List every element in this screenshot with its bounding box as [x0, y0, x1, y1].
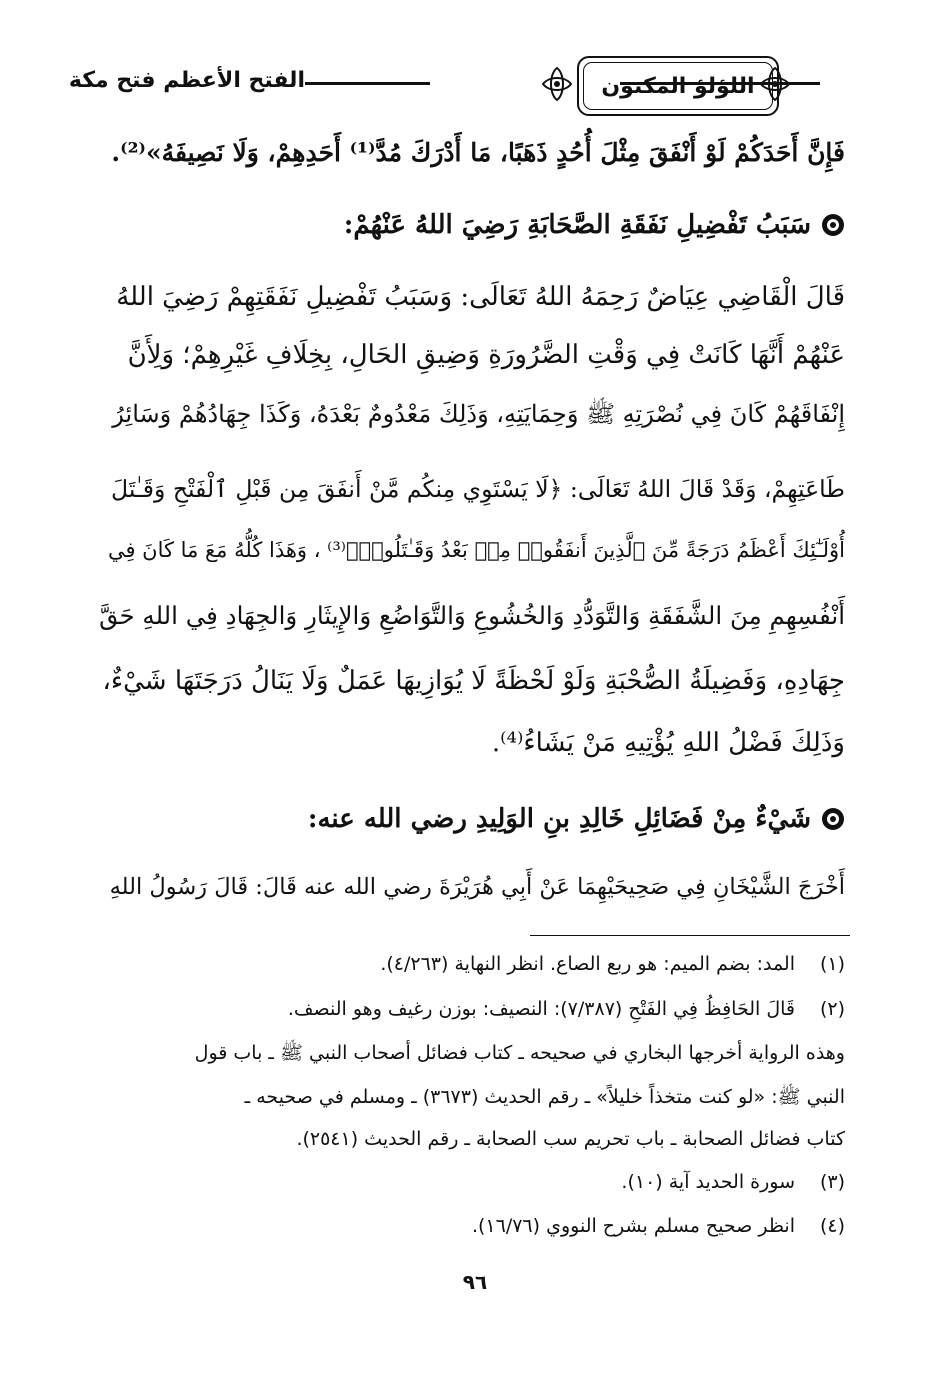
page-number: ٩٦ — [462, 1270, 488, 1294]
paragraph-line: جِهَادِهِ، وَفَضِيلَةُ الصُّحْبَةِ وَلَوْ لَحْظَةً لَا يُوَازِيهَا عَمَلٌ وَلَا يَنَالُ دَرَجَتَهَا شَيْءٌ، — [102, 666, 845, 696]
footnote — [100, 1217, 845, 1236]
paragraph-line: أَنْفُسِهِمِ مِنَ الشَّفَقَةِ وَالتَّوَدُّدِ وَالخُشُوعِ وَالتَّوَاضُعِ وَالإِيثَارِ وَالجِهَادِ فِي اللهِ حَقَّ — [99, 601, 845, 630]
footnote-text: سورة الحديد آية (١٠). — [621, 1171, 795, 1193]
section-heading-text: سَبَبُ تَفْضِيلِ نَفَقَةِ الصَّحَابَةِ رَضِيَ اللهُ عَنْهُمْ: — [343, 210, 811, 240]
section-heading — [100, 806, 845, 832]
footnote — [100, 1000, 845, 1019]
flourish-ornament-icon — [537, 64, 577, 104]
chapter-title: الفتح الأعظم فتح مكة — [68, 68, 305, 93]
footnote — [100, 955, 845, 974]
footnote-text: المد: بضم الميم: هو ربع الصاع. انظر النهاية (٤/٢٦٣). — [380, 953, 795, 975]
paragraph-line: أُوْلَـٰٓئِكَ أَعْظَمُ دَرَجَةً مِّنَ ٱلَّذِينَ أَنفَقُوا۟ مِنۢ بَعْدُ وَقَـٰتَلُوا۟﴾⁽³⁾ ، وَهَذَا كُلُّهُ مَعَ مَا كَانَ فِي — [107, 538, 845, 562]
flower-bullet-icon — [821, 213, 845, 237]
hadith-line: فَإِنَّ أَحَدَكُمْ لَوْ أَنْفَقَ مِثْلَ أُحُدٍ ذَهَبًا، مَا أَدْرَكَ مُدَّ⁽¹⁾ أَحَدِهِمْ، وَلَا نَصِيفَهُ»⁽²⁾. — [111, 138, 845, 167]
paragraph-line: قَالَ الْقَاضِي عِيَاضٌ رَحِمَهُ اللهُ تَعَالَى: وَسَبَبُ تَفْضِيلِ نَفَقَتِهِمْ رَضِيَ اللهُ — [116, 282, 845, 312]
footnote-text: قَالَ الحَافِظُ فِي الفَتْحِ (٧/٣٨٧): النصيف: بوزن رغيف وهو النصف. — [287, 998, 795, 1020]
book-title: اللؤلؤ المكنون — [601, 73, 755, 99]
header-rule-left — [305, 82, 430, 85]
paragraph-line: أَخْرَجَ الشَّيْخَانِ فِي صَحِيحَيْهِمَا عَنْ أَبِي هُرَيْرَةَ رضي الله عنه قَالَ: قَالَ رَسُولُ اللهِ — [109, 874, 845, 900]
footnote-continuation: كتاب فضائل الصحابة ـ باب تحريم سب الصحابة ـ رقم الحديث (٢٥٤١). — [296, 1128, 845, 1150]
footnote-separator — [530, 935, 850, 936]
header-cartouche — [577, 56, 779, 116]
footnote-continuation: وهذه الرواية أخرجها البخاري في صحيحه ـ كتاب فضائل أصحاب النبي ﷺ ـ باب قول — [194, 1042, 845, 1064]
paragraph-line: إِنْفَاقَهُمْ كَانَ فِي نُصْرَتِهِ ﷺ وَحِمَايَتِهِ، وَذَلِكَ مَعْدُومٌ بَعْدَهُ، وَكَذَا جِهَادُهُمْ وَسَائِرُ — [112, 400, 845, 428]
section-heading — [100, 212, 845, 238]
footnote-number: (٢) — [819, 998, 845, 1020]
footnote — [100, 1173, 845, 1192]
footnote-continuation: النبي ﷺ: «لو كنت متخذاً خليلاً» ـ رقم الحديث (٣٦٧٣) ـ ومسلم في صحيحه ـ — [244, 1086, 845, 1108]
running-header — [68, 52, 850, 132]
footnote-number: (٣) — [819, 1171, 845, 1193]
paragraph-line: وَذَلِكَ فَضْلُ اللهِ يُؤْتِيهِ مَنْ يَشَاءُ⁽⁴⁾. — [491, 728, 845, 758]
flower-bullet-icon — [821, 807, 845, 831]
paragraph-line: عَنْهُمْ أَنَّهَا كَانَتْ فِي وَقْتِ الضَّرُورَةِ وَضِيقِ الحَالِ، بِخِلَافِ غَيْرِهِمْ؛ وَلِأَنَّ — [127, 340, 845, 370]
footnote-number: (١) — [819, 953, 845, 975]
section-heading-text: شَيْءٌ مِنْ فَضَائِلِ خَالِدِ بنِ الوَلِيدِ رضي الله عنه: — [307, 804, 811, 834]
footnote-number: (٤) — [819, 1215, 845, 1237]
paragraph-line: طَاعَتِهِمْ، وَقَدْ قَالَ اللهُ تَعَالَى: ﴿لَا يَسْتَوِي مِنكُم مَّنْ أَنفَقَ مِن قَبْلِ ٱلْفَتْحِ وَقَـٰتَلَ — [111, 475, 845, 503]
footnote-text: انظر صحيح مسلم بشرح النووي (١٦/٧٦). — [471, 1215, 795, 1237]
